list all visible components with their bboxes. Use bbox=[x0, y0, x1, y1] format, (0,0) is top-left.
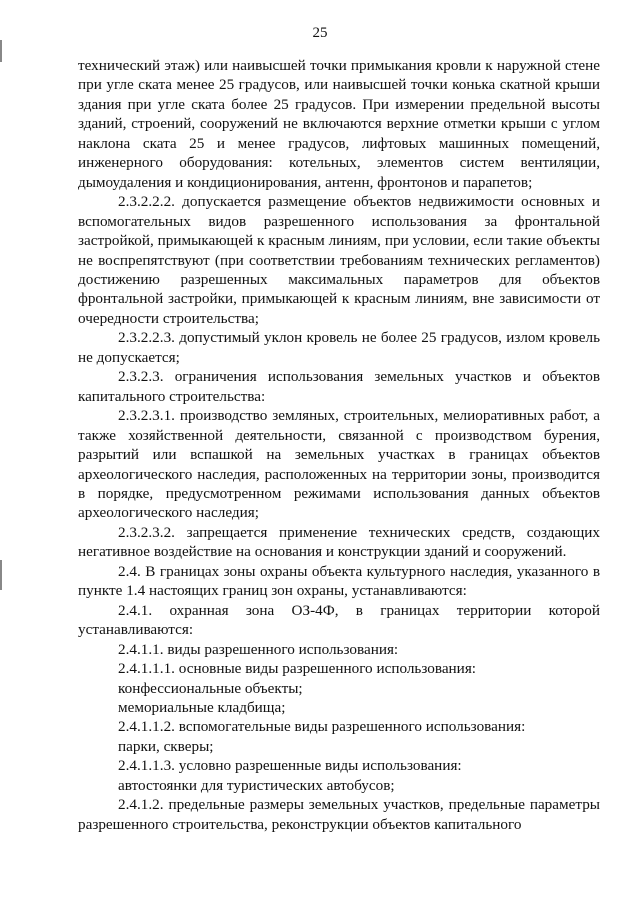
list-item-parks: парки, скверы; bbox=[118, 737, 214, 755]
paragraph-2-4-1-1-2: 2.4.1.1.2. вспомогательные виды разрешенного использования: bbox=[118, 718, 526, 736]
list-item-memorial: мемориальные кладбища; bbox=[118, 698, 286, 716]
paragraph-2-4-1: 2.4.1. охранная зона ОЗ-4Ф, в границах территории которой устанавливаются: bbox=[78, 601, 600, 639]
scan-edge-mark-middle bbox=[0, 560, 2, 590]
list-item-confessional: конфессиональные объекты; bbox=[118, 679, 303, 697]
document-body bbox=[78, 56, 600, 834]
paragraph-2-4-1-1-3: 2.4.1.1.3. условно разрешенные виды использования: bbox=[118, 757, 462, 775]
list-item-parking: автостоянки для туристических автобусов; bbox=[118, 776, 395, 794]
paragraph-2-3-2-3: 2.3.2.3. ограничения использования земельных участков и объектов капитального строительства: bbox=[78, 368, 600, 405]
paragraph-2-3-2-3-2: 2.3.2.3.2. запрещается применение технических средств, создающих негативное воздействие на основания и конструкции зданий и сооружений. bbox=[78, 523, 600, 561]
paragraph-2-3-2-2-3: 2.3.2.2.3. допустимый уклон кровель не более 25 градусов, излом кровель не допускается; bbox=[78, 329, 600, 366]
paragraph-2-4-1-2: 2.4.1.2. предельные размеры земельных участков, предельные параметры разрешенного строительства, реконструкции объектов капитального bbox=[78, 796, 600, 833]
scan-edge-mark-top bbox=[0, 40, 2, 62]
paragraph-2-3-2-2-2: 2.3.2.2.2. допускается размещение объектов недвижимости основных и вспомогательных видов разрешенного использования за фронтальной застройкой, примыкающей к красным линиям, при условии, если такие объекты не воспрепятствуют (при соответствии требованиям технических регламентов) достижению разрешенных максимальных параметров для объектов фронтальной застройки, примыкающей к красным линиям, вне зависимости от очередности строительства; bbox=[78, 193, 600, 327]
page-number: 25 bbox=[312, 25, 328, 41]
paragraph-2-3-2-3-1: 2.3.2.3.1. производство земляных, строительных, мелиоративных работ, а также хозяйственной деятельности, связанной с производством бурения, разрытий или вспашкой на земельных участках в границах объектов археологического наследия, расположенных на территории зоны, производится в порядке, предусмотренном режимами использования данных объектов археологического наследия; bbox=[78, 407, 600, 522]
paragraph-2-4-1-1: 2.4.1.1. виды разрешенного использования: bbox=[118, 640, 399, 658]
paragraph-continuation: технический этаж) или наивысшей точки примыкания кровли к наружной стене при угле ската менее 25 градусов, или наивысшей точки конька скатной крыши здания при угле ската более 25 градусов. При измерении предельной высоты зданий, строений, сооружений не включаются верхние отметки крыши с углом наклона ската 25 и менее градусов, лифтовых машинных помещений, инженерного оборудования: котельных, элементов систем вентиляции, дымоудаления и кондиционирования, антенн, фронтонов и парапетов; bbox=[78, 57, 600, 191]
paragraph-2-4: 2.4. В границах зоны охраны объекта культурного наследия, указанного в пункте 1.4 настоящих границ зон охраны, устанавливаются: bbox=[78, 562, 600, 600]
paragraph-2-4-1-1-1: 2.4.1.1.1. основные виды разрешенного использования: bbox=[118, 660, 477, 678]
